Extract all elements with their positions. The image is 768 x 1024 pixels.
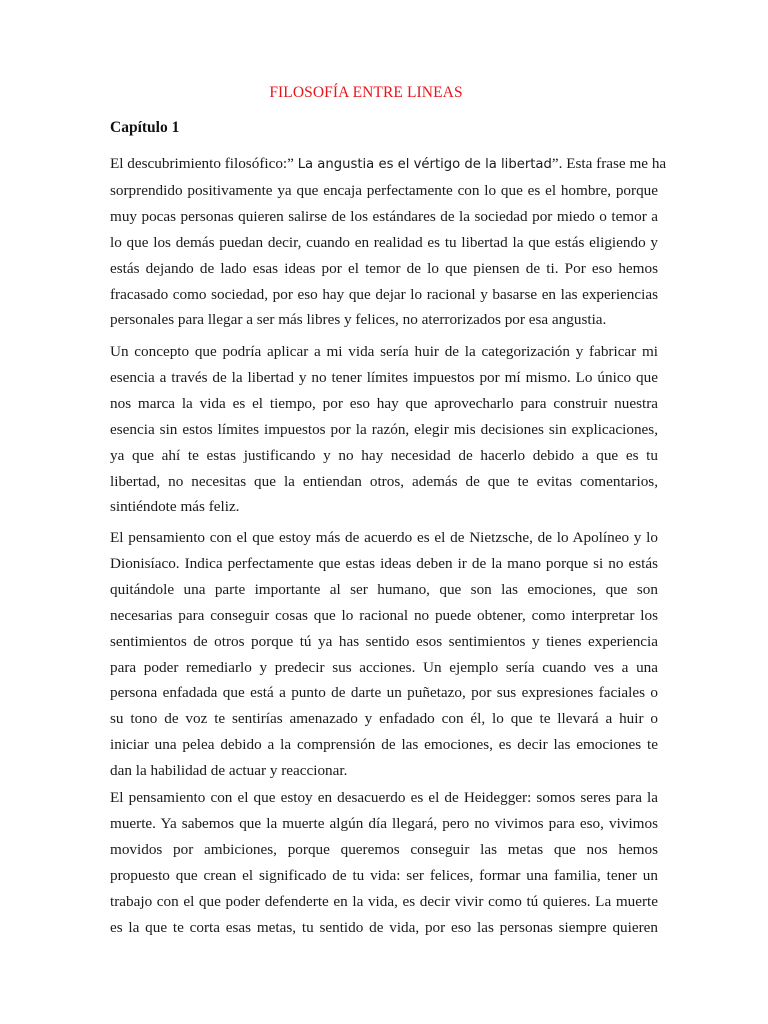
chapter-heading: Capítulo 1 <box>110 119 180 136</box>
paragraph-line: necesarias para conseguir cosas que lo racional no puede obtener, como interpretar los <box>110 606 658 624</box>
paragraph-line: persona enfadada que está a punto de darte un puñetazo, por sus expresiones faciales o <box>110 684 658 702</box>
paragraph-line: esencia sin estos límites impuestos por la razón, elegir mis decisiones sin explicaciones, <box>110 420 658 438</box>
paragraph-line: sorprendido positivamente ya que encaja perfectamente con lo que es el hombre, porque <box>110 181 658 199</box>
paragraph-line: sintiéndote más feliz. <box>110 498 240 516</box>
paragraph-2 <box>110 339 658 520</box>
paragraph-line <box>110 151 667 178</box>
paragraph-line: El pensamiento con el que estoy en desacuerdo es el de Heidegger: somos seres para la <box>110 789 658 806</box>
paragraph-line: Dionisíaco. Indica perfectamente que estas ideas deben ir de la mano porque si no estás <box>110 554 658 572</box>
paragraph-line: personales para llegar a ser más libres y felices, no aterrorizados por esa angustia. <box>110 311 607 329</box>
paragraph-line: muy pocas personas quieren salirse de los estándares de la sociedad por miedo o temor a <box>110 207 658 225</box>
paragraph-line: quitándole una parte importante al ser humano, que son las emociones, que son <box>110 580 658 598</box>
paragraph-line: es la que te corta esas metas, tu sentido de vida, por eso las personas siempre quieren <box>110 918 658 936</box>
line-text: El descubrimiento filosófico:” <box>110 155 298 172</box>
paragraph-line: libertad, no necesitas que la entiendan otros, además de que te evitas comentarios, <box>110 472 658 490</box>
quote-text: La angustia es el vértigo de la libertad <box>297 157 552 172</box>
line-text: ”. Esta frase me ha <box>551 155 667 172</box>
paragraph-line: esencia a través de la libertad y no tener límites impuestos por mí mismo. Lo único que <box>110 368 658 386</box>
paragraph-line: trabajo con el que poder defenderte en la vida, es decir vivir como tú quieres. La muerte <box>110 892 658 910</box>
paragraph-3 <box>110 525 658 784</box>
paragraph-1 <box>110 151 667 333</box>
paragraph-line: ya que ahí te estas justificando y no hay necesidad de hacerlo debido a que es tu <box>110 446 658 464</box>
paragraph-line: dan la habilidad de actuar y reaccionar. <box>110 762 348 780</box>
paragraph-line: estás dejando de lado esas ideas por el temor de lo que piensen de ti. Por eso hemos <box>110 259 658 277</box>
paragraph-line: su tono de voz te sentirías amenazado y enfadado con él, lo que te llevará a huir o <box>110 710 658 728</box>
paragraph-line: para poder remediarlo y predecir sus acciones. Un ejemplo sería cuando ves a una <box>110 658 658 676</box>
paragraph-line: nos marca la vida es el tiempo, por eso hay que aprovecharlo para construir nuestra <box>110 394 658 412</box>
paragraph-line: Un concepto que podría aplicar a mi vida sería huir de la categorización y fabricar mi <box>110 343 658 360</box>
paragraph-line: muerte. Ya sabemos que la muerte algún día llegará, pero no vivimos para eso, vivimos <box>110 814 658 832</box>
paragraph-4 <box>110 785 658 940</box>
paragraph-line: movidos por ambiciones, porque queremos conseguir las metas que nos hemos <box>110 840 658 858</box>
paragraph-line: sentimientos de otros porque tú ya has sentido esos sentimientos y tienes experiencia <box>110 632 658 650</box>
document-title: FILOSOFÍA ENTRE LINEAS <box>269 84 463 101</box>
paragraph-line: lo que los demás puedan decir, cuando en realidad es tu libertad la que estás eligiendo y <box>110 233 658 251</box>
paragraph-line: fracasado como sociedad, por eso hay que dejar lo racional y basarse en las experiencias <box>110 285 658 303</box>
paragraph-line: iniciar una pelea debido a la comprensión de las emociones, es decir las emociones te <box>110 736 658 754</box>
paragraph-line: El pensamiento con el que estoy más de acuerdo es el de Nietzsche, de lo Apolíneo y lo <box>110 529 658 546</box>
paragraph-line: propuesto que crean el significado de tu vida: ser felices, formar una familia, tener un <box>110 866 658 884</box>
